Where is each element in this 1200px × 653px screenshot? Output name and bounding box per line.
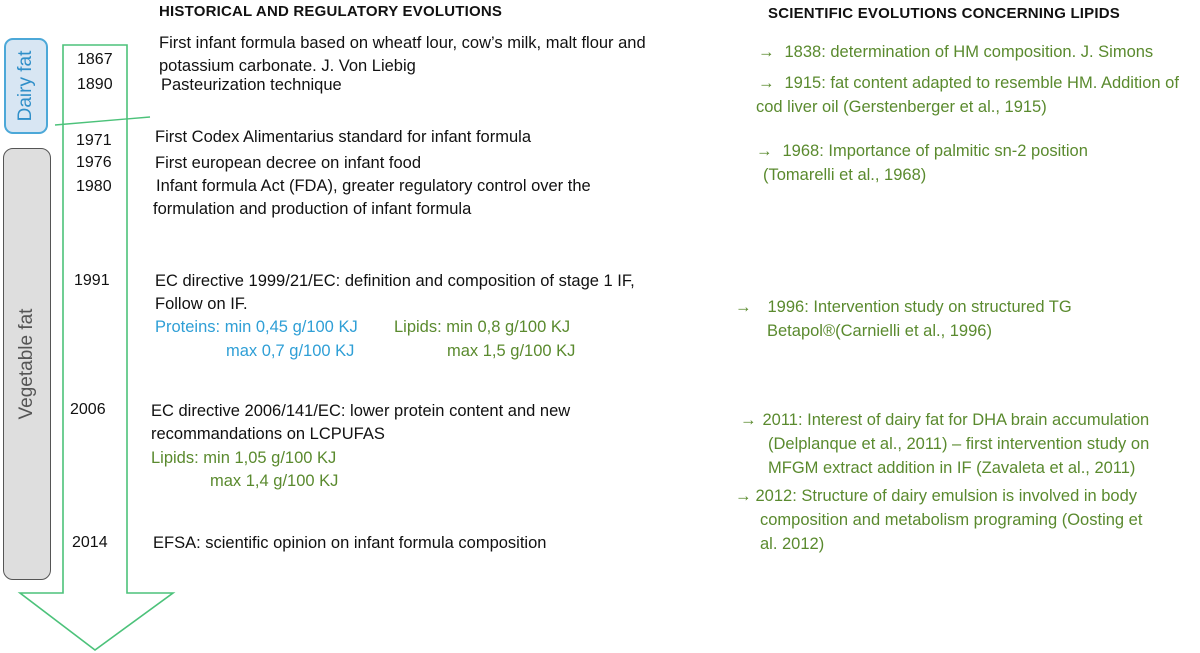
sci-1968: → 1968: Importance of palmitic sn-2 position (Tomarelli et al., 1968) bbox=[756, 142, 1088, 184]
arrow-icon: → bbox=[758, 43, 775, 61]
year-1971: 1971 bbox=[76, 132, 112, 149]
vegetable-fat-capsule bbox=[3, 148, 51, 580]
year-1991: 1991 bbox=[74, 272, 110, 289]
sci-2011: → 2011: Interest of dairy fat for DHA brain accumulation (Delplanque et al., 2011) – first intervention study on MFGM extract addition in IF (Zavaleta et al., 2011) bbox=[740, 411, 1150, 477]
event-1980: Infant formula Act (FDA), greater regulatory control over the formulation and production of infant formula bbox=[153, 177, 591, 218]
year-1980: 1980 bbox=[76, 178, 112, 195]
sci-1915: → 1915: fat content adapted to resemble HM. Addition of cod liver oil (Gerstenberger et al., 1915) bbox=[756, 74, 1179, 116]
year-1867: 1867 bbox=[77, 51, 113, 68]
event-1976: First european decree on infant food bbox=[155, 154, 422, 172]
arrow-icon: → bbox=[740, 411, 757, 429]
lipids-2006-min: Lipids: min 1,05 g/100 KJ bbox=[151, 449, 337, 467]
year-1976: 1976 bbox=[76, 154, 112, 171]
vegetable-fat-label: Vegetable fat bbox=[16, 308, 37, 420]
lipids-1991-min: Lipids: min 0,8 g/100 KJ bbox=[394, 318, 571, 336]
year-2014: 2014 bbox=[72, 534, 108, 551]
lipids-2006-max: max 1,4 g/100 KJ bbox=[210, 472, 339, 490]
lipids-1991-max: max 1,5 g/100 KJ bbox=[447, 342, 576, 360]
event-1991: EC directive 1999/21/EC: definition and composition of stage 1 IF, Follow on IF. bbox=[155, 272, 635, 313]
event-1867: First infant formula based on wheatf lour, cow’s milk, malt flour and potassium carbonate. J. Von Liebig bbox=[159, 34, 646, 75]
arrow-icon: → bbox=[735, 298, 752, 316]
dairy-fat-capsule bbox=[4, 38, 48, 134]
event-2014: EFSA: scientific opinion on infant formula composition bbox=[153, 534, 547, 552]
year-1890: 1890 bbox=[77, 76, 113, 93]
arrow-icon: → bbox=[735, 487, 752, 505]
sci-1838: → 1838: determination of HM composition. J. Simons bbox=[758, 43, 1154, 61]
historical-header: HISTORICAL AND REGULATORY EVOLUTIONS bbox=[159, 3, 503, 20]
year-2006: 2006 bbox=[70, 401, 106, 418]
sci-1996: → 1996: Intervention study on structured TG Betapol®(Carnielli et al., 1996) bbox=[735, 298, 1072, 340]
proteins-1991-min: Proteins: min 0,45 g/100 KJ bbox=[155, 318, 358, 336]
arrow-icon: → bbox=[758, 74, 775, 92]
event-1890: Pasteurization technique bbox=[161, 76, 342, 94]
scientific-header: SCIENTIFIC EVOLUTIONS CONCERNING LIPIDS bbox=[768, 5, 1120, 22]
dairy-fat-label: Dairy fat bbox=[15, 50, 36, 122]
arrow-icon: → bbox=[756, 142, 773, 160]
phase-separator-line bbox=[55, 117, 150, 125]
sci-2012: → 2012: Structure of dairy emulsion is involved in body composition and metabolism programing (Oosting et al. 2012) bbox=[735, 487, 1143, 553]
event-2006: EC directive 2006/141/EC: lower protein content and new recommandations on LCPUFAS bbox=[151, 402, 571, 443]
proteins-1991-max: max 0,7 g/100 KJ bbox=[226, 342, 355, 360]
event-1971: First Codex Alimentarius standard for infant formula bbox=[155, 128, 531, 146]
